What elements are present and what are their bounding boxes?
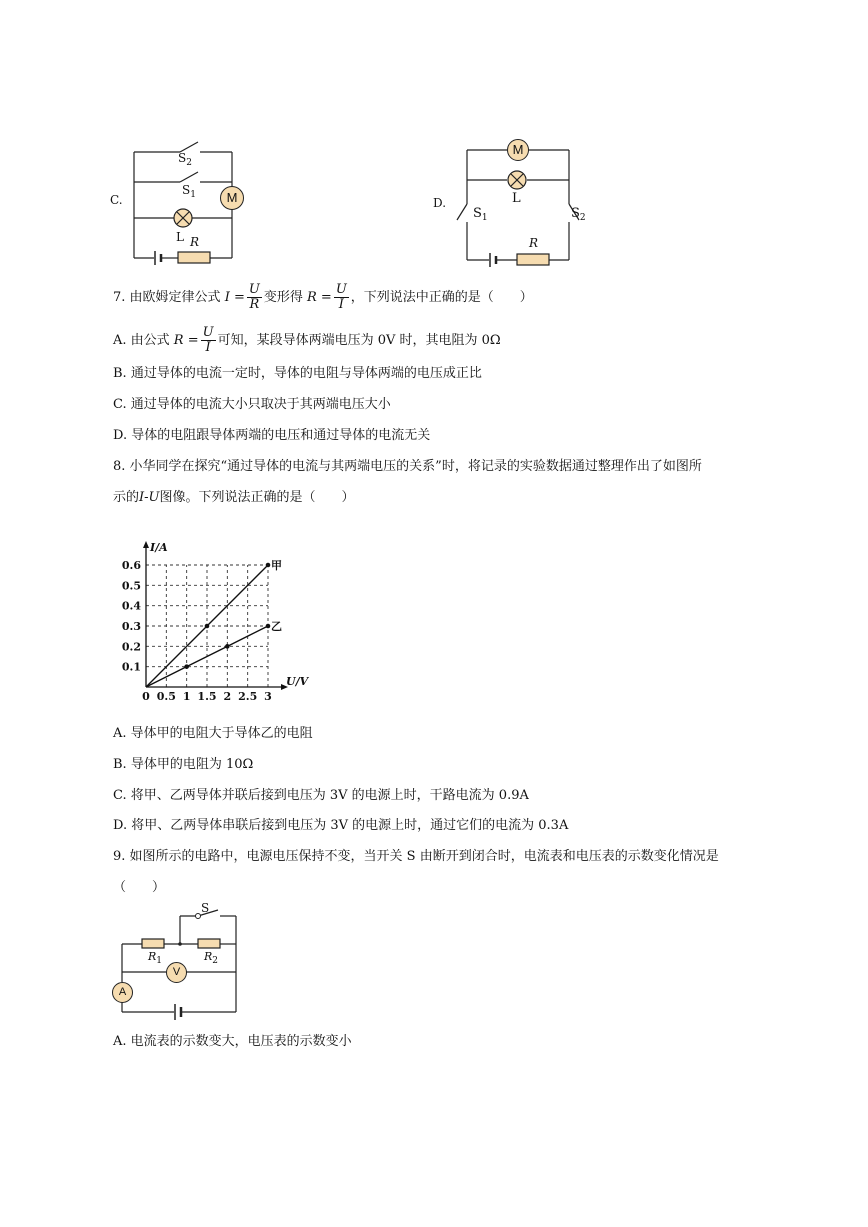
x-tick-label: 1.5 bbox=[197, 690, 217, 703]
origin-label: 0 bbox=[142, 690, 150, 703]
y-tick-label: 0.6 bbox=[121, 559, 141, 572]
motor-d: M bbox=[507, 139, 529, 161]
question-9-stem-line-2: （ ） bbox=[113, 880, 166, 895]
x-tick-label: 1 bbox=[182, 690, 191, 703]
question-8-stem-line-2: 示的I-U图像。下列说法正确的是（ ） bbox=[113, 490, 355, 505]
y-tick-label: 0.2 bbox=[121, 640, 141, 654]
resistor-label: R bbox=[529, 236, 539, 250]
question-7-option-d: D. 导体的电阻跟导体两端的电压和通过导体的电流无关 bbox=[113, 428, 431, 443]
question-9-option-a: A. 电流表的示数变大，电压表的示数变小 bbox=[113, 1034, 352, 1049]
question-8-stem-line-1: 8. 小华同学在探究“通过导体的电流与其两端电压的关系”时，将记录的实验数据通过整理作出了如图所 bbox=[113, 459, 702, 474]
circuit-q9-diagram bbox=[108, 900, 248, 1020]
ammeter: A bbox=[112, 982, 133, 1003]
iu-graph bbox=[112, 532, 322, 704]
y-tick-label: 0.5 bbox=[121, 579, 141, 593]
voltmeter: V bbox=[166, 962, 187, 983]
y-tick-label: 0.3 bbox=[121, 620, 141, 633]
circuit-figure-q9 bbox=[108, 900, 248, 1020]
resistor-label: R bbox=[190, 235, 200, 249]
x-tick-label: 2 bbox=[223, 690, 232, 703]
question-7-option-b: B. 通过导体的电流一定时，导体的电阻与导体两端的电压成正比 bbox=[113, 366, 482, 381]
data-point bbox=[266, 624, 271, 629]
series-label: 甲 bbox=[271, 559, 282, 572]
question-7-option-c: C. 通过导体的电流大小只取决于其两端电压大小 bbox=[113, 397, 391, 412]
circuit-figure-c bbox=[110, 138, 250, 268]
resistor-r2-label: $R_2$ bbox=[204, 950, 219, 966]
option-c-label: C. bbox=[110, 193, 123, 207]
iu-graph-svg bbox=[112, 532, 322, 704]
question-8-option-c: C. 将甲、乙两导体并联后接到电压为 3V 的电源上时，干路电流为 0.9A bbox=[113, 788, 529, 803]
switch-s2-label: $S_2$ bbox=[571, 206, 586, 223]
x-tick-label: 0.5 bbox=[156, 690, 176, 703]
y-tick-label: 0.4 bbox=[121, 599, 141, 613]
data-point bbox=[266, 563, 271, 568]
data-point bbox=[205, 624, 210, 629]
lamp-label: L bbox=[512, 191, 521, 206]
y-axis-arrow bbox=[143, 541, 149, 548]
x-axis-label: U/V bbox=[286, 675, 309, 688]
circuit-figure-d bbox=[433, 136, 593, 270]
question-8-option-b: B. 导体甲的电阻为 10Ω bbox=[113, 757, 254, 772]
switch-s1-label: $S_1$ bbox=[473, 206, 488, 223]
data-point bbox=[225, 644, 230, 649]
switch-s2-label: $S_2$ bbox=[178, 151, 192, 168]
series-label: 乙 bbox=[271, 620, 282, 633]
y-tick-label: 0.1 bbox=[121, 660, 141, 674]
data-point bbox=[184, 664, 189, 669]
option-d-label: D. bbox=[433, 196, 447, 210]
question-7-stem: 7. 由欧姆定律公式 I = $\frac{U}{R}$ 变形得 R = $\frac{U}{I}$ ，下列说法中正确的是（ ） bbox=[113, 282, 533, 312]
x-tick-label: 2.5 bbox=[238, 690, 258, 703]
question-7-option-a: A. 由公式 R = $\frac{U}{I}$ 可知，某段导体两端电压为 0V 时，其电阻为 0Ω bbox=[113, 325, 501, 355]
question-8-option-d: D. 将甲、乙两导体串联后接到电压为 3V 的电源上时，通过它们的电流为 0.3A bbox=[113, 818, 569, 833]
resistor-r1-label: $R_1$ bbox=[148, 950, 163, 966]
x-tick-label: 3 bbox=[264, 690, 272, 703]
question-8-option-a: A. 导体甲的电阻大于导体乙的电阻 bbox=[113, 726, 313, 741]
lamp-label: L bbox=[176, 230, 184, 244]
motor-c: M bbox=[220, 186, 244, 210]
switch-s-label: S bbox=[201, 901, 210, 915]
y-axis-label: I/A bbox=[150, 541, 168, 554]
question-9-stem-line-1: 9. 如图所示的电路中，电源电压保持不变，当开关 S 由断开到闭合时，电流表和电压表的示数变化情况是 bbox=[113, 849, 719, 864]
series-line-yi bbox=[146, 626, 268, 687]
switch-s1-label: $S_1$ bbox=[182, 183, 196, 200]
